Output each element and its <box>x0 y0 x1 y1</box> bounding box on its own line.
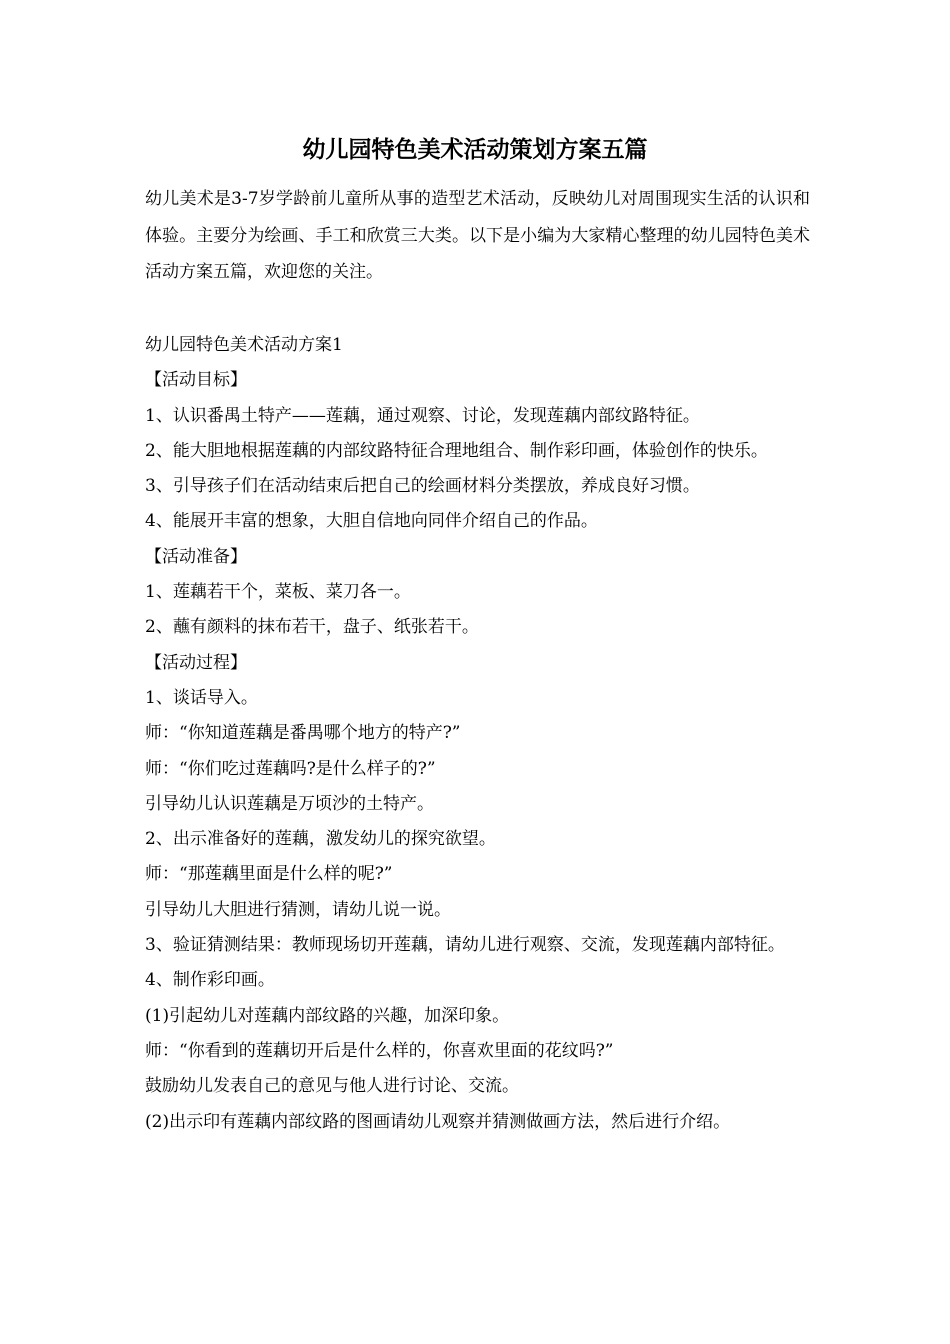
document-body <box>145 328 810 1140</box>
body-line: 鼓励幼儿发表自己的意见与他人进行讨论、交流。 <box>145 1076 519 1097</box>
body-line: 4、能展开丰富的想象，大胆自信地向同伴介绍自己的作品。 <box>145 511 598 532</box>
body-line: 师：“你知道莲藕是番禺哪个地方的特产?” <box>145 723 461 744</box>
body-line: 3、验证猜测结果：教师现场切开莲藕，请幼儿进行观察、交流，发现莲藕内部特征。 <box>145 935 785 956</box>
subheading-process: 【活动过程】 <box>145 652 247 673</box>
body-line: 师：“你们吃过莲藕吗?是什么样子的?” <box>145 758 436 779</box>
section-heading: 幼儿园特色美术活动方案1 <box>145 335 343 355</box>
body-line: 2、能大胆地根据莲藕的内部纹路特征合理地组合、制作彩印画，体验创作的快乐。 <box>145 440 768 461</box>
body-line: 2、出示准备好的莲藕，激发幼儿的探究欲望。 <box>145 829 496 850</box>
body-line: 4、制作彩印画。 <box>145 970 275 991</box>
body-line: 1、认识番禺土特产——莲藕，通过观察、讨论，发现莲藕内部纹路特征。 <box>145 405 700 426</box>
intro-paragraph: 幼儿美术是3-7岁学龄前儿童所从事的造型艺术活动，反映幼儿对周围现实生活的认识和体验。主要分为绘画、手工和欣赏三大类。以下是小编为大家精心整理的幼儿园特色美术活动方案五篇，欢迎您的关注。 <box>145 189 810 282</box>
body-line: 2、蘸有颜料的抹布若干，盘子、纸张若干。 <box>145 617 479 638</box>
body-line: 师：“那莲藕里面是什么样的呢?” <box>145 864 393 885</box>
body-line: 3、引导孩子们在活动结束后把自己的绘画材料分类摆放，养成良好习惯。 <box>145 476 700 497</box>
body-line: 1、莲藕若干个，菜板、菜刀各一。 <box>145 582 411 603</box>
body-line: 引导幼儿认识莲藕是万顷沙的土特产。 <box>145 793 434 814</box>
body-line: (1)引起幼儿对莲藕内部纹路的兴趣，加深印象。 <box>145 1005 510 1026</box>
body-line: 引导幼儿大胆进行猜测，请幼儿说一说。 <box>145 899 451 920</box>
body-line: 1、谈话导入。 <box>145 687 258 708</box>
document-title: 幼儿园特色美术活动策划方案五篇 <box>302 136 648 163</box>
body-line: 师：“你看到的莲藕切开后是什么样的，你喜欢里面的花纹吗?” <box>145 1040 614 1061</box>
body-line: (2)出示印有莲藕内部纹路的图画请幼儿观察并猜测做画方法，然后进行介绍。 <box>145 1111 731 1132</box>
subheading-preparation: 【活动准备】 <box>145 546 247 567</box>
subheading-goals: 【活动目标】 <box>145 370 247 391</box>
